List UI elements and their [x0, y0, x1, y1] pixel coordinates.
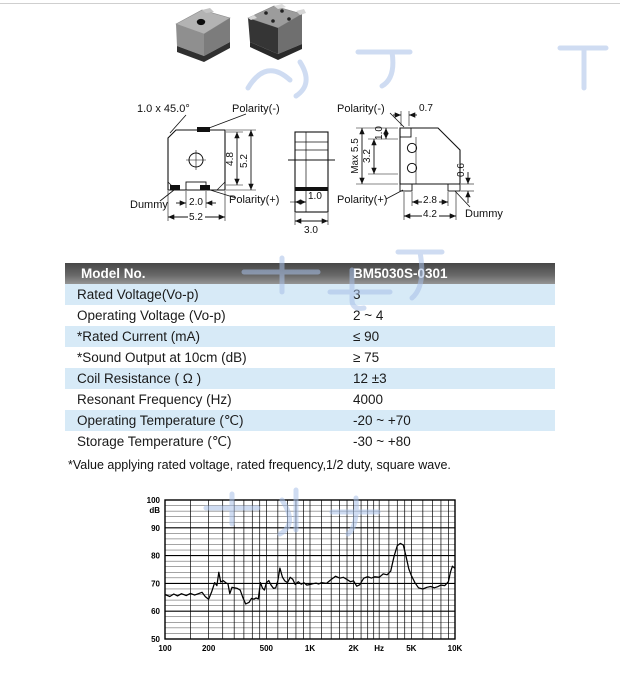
dim-5-2-v: 5.2: [239, 154, 250, 168]
x-axis-tick-label: 5K: [406, 644, 417, 653]
x-axis-tick-label: 10K: [447, 644, 463, 653]
spec-row-operating-voltage: [65, 305, 555, 326]
spec-table: [65, 263, 555, 452]
y-axis-tick-label: 70: [151, 579, 160, 589]
spec-value: ≥ 75: [353, 350, 380, 365]
spec-label: Rated Voltage(Vo-p): [77, 287, 199, 302]
dim-0-7: 0.7: [419, 103, 433, 114]
dim-max-5-5: Max 5.5: [350, 138, 361, 174]
y-axis-tick-label: 60: [151, 607, 160, 617]
spec-label: Coil Resistance ( Ω ): [77, 371, 202, 386]
spec-value: ≤ 90: [353, 329, 380, 344]
spec-value: 3: [353, 287, 361, 302]
spec-header-label: Model No.: [81, 266, 146, 281]
polarity-pos-label: Polarity(+): [229, 194, 280, 206]
buzzer-photos-image: [170, 2, 320, 72]
dummy-label: Dummy: [130, 199, 168, 211]
chamfer-note-label: 1.0 x 45.0°: [137, 103, 190, 115]
spec-row-coil-resistance: [65, 368, 555, 389]
spec-table-header: [65, 263, 555, 284]
dim-2-8: 2.8: [423, 195, 437, 206]
dim-5-2-h: 5.2: [189, 212, 203, 223]
y-axis-tick-label: 100: [146, 496, 160, 505]
spec-value: 2 ~ 4: [353, 308, 384, 323]
spec-label: Operating Voltage (Vo-p): [77, 308, 226, 323]
spec-value: 12 ±3: [353, 371, 387, 386]
spec-label: *Sound Output at 10cm (dB): [77, 350, 247, 365]
spec-header-value: BM5030S-0301: [353, 266, 448, 281]
side-view: [288, 132, 335, 225]
dim-1-0-front: 1.0: [374, 126, 385, 140]
polarity-neg-label-2: Polarity(-): [337, 103, 385, 115]
y-axis-tick-label: 90: [151, 523, 160, 533]
polarity-neg-label: Polarity(-): [232, 103, 280, 115]
dimension-drawing: [0, 90, 620, 255]
dim-1-0-side: 1.0: [308, 191, 322, 202]
spec-row-resonant-frequency: [65, 389, 555, 410]
x-axis-tick-label: 2K: [348, 644, 359, 653]
spec-row-rated-voltage: [65, 284, 555, 305]
buzzer-photo-bottom: [248, 4, 306, 60]
spec-row-operating-temperature: [65, 410, 555, 431]
chart-svg: [118, 486, 488, 686]
spec-row-sound-output: [65, 347, 555, 368]
spec-value: 4000: [353, 392, 384, 407]
x-axis-tick-label: 100: [158, 644, 172, 653]
table-footnote: *Value applying rated voltage, rated frequency,1/2 duty, square wave.: [68, 458, 451, 472]
spec-label: Storage Temperature (℃): [77, 433, 232, 449]
x-axis-tick-label: Hz: [374, 644, 385, 653]
spec-value: -20 ~ +70: [353, 413, 411, 428]
spec-label: *Rated Current (mA): [77, 329, 201, 344]
dim-4-2: 4.2: [423, 209, 437, 220]
x-axis-tick-label: 1K: [304, 644, 316, 653]
y-axis-tick-label: 50: [151, 635, 160, 644]
dim-4-8: 4.8: [225, 152, 236, 166]
spec-label: Resonant Frequency (Hz): [77, 392, 232, 407]
dim-0-6: 0.6: [456, 163, 467, 177]
spec-value: -30 ~ +80: [353, 434, 411, 449]
frequency-response-chart: [118, 486, 488, 686]
product-photos: [170, 2, 320, 72]
spec-row-storage-temperature: [65, 431, 555, 452]
dummy-label-2: Dummy: [465, 208, 503, 220]
y-axis-unit-label: dB: [149, 506, 160, 515]
spec-row-rated-current: [65, 326, 555, 347]
dim-2-0: 2.0: [189, 197, 203, 208]
x-axis-tick-label: 200: [201, 644, 216, 653]
dim-3-0: 3.0: [304, 225, 318, 236]
buzzer-photo-top: [176, 8, 230, 62]
polarity-pos-label-2: Polarity(+): [337, 194, 388, 206]
dim-3-2: 3.2: [362, 149, 373, 163]
spec-label: Operating Temperature (℃): [77, 412, 244, 428]
y-axis-tick-label: 80: [151, 551, 160, 561]
x-axis-tick-label: 500: [259, 644, 274, 653]
